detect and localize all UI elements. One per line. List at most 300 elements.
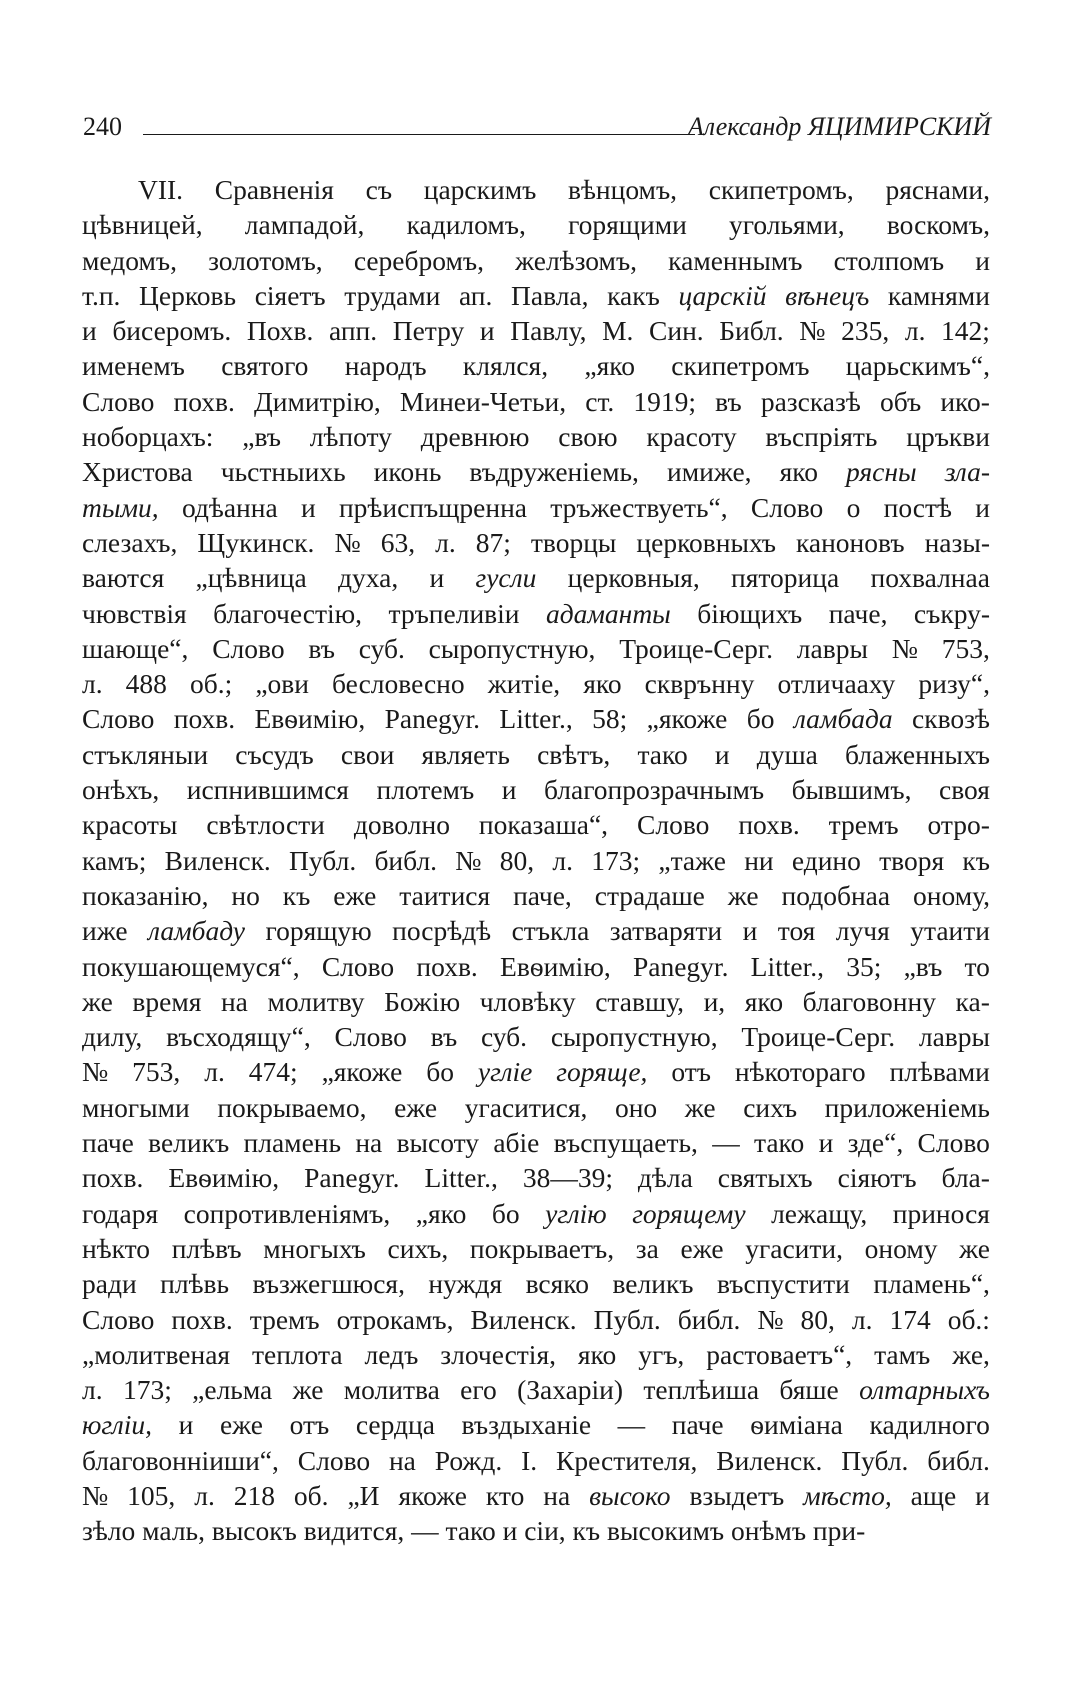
word: вѣнцомъ, [567, 174, 678, 205]
word: же [727, 879, 759, 911]
word: многыми [82, 1091, 190, 1123]
word: народъ [344, 350, 427, 382]
word: бяше [779, 1374, 839, 1406]
word: и [429, 562, 445, 594]
word: яко [577, 1338, 617, 1370]
word: л. [552, 844, 573, 876]
word: л. [194, 1479, 215, 1511]
word: ико- [940, 385, 990, 417]
word: тако [753, 1127, 805, 1159]
word: Евѳимію, [168, 1162, 280, 1194]
word: злочестія, [440, 1338, 556, 1370]
word: оному, [913, 879, 990, 911]
word: въспущаеть, [553, 1127, 698, 1159]
word: разсказѣ [760, 385, 861, 417]
word: 235, [841, 315, 890, 347]
word: Слово [82, 703, 155, 735]
word: гусли [475, 562, 537, 594]
word: теплота [251, 1338, 343, 1370]
word: и [742, 915, 758, 947]
word: плѣвь [160, 1268, 230, 1300]
word: еже [219, 1409, 264, 1441]
word: 753, [132, 1056, 181, 1088]
word: ни [744, 844, 774, 876]
word: время [132, 985, 202, 1017]
word: чловѣку [479, 985, 576, 1017]
word: „ови [255, 668, 309, 700]
word: 1919; [633, 385, 697, 417]
word: — [617, 1409, 646, 1441]
word: тремъ [249, 1303, 320, 1335]
word: ѳиміана [750, 1409, 843, 1441]
word: л. [82, 668, 103, 700]
word: съкру- [913, 597, 990, 629]
word: „яко [415, 1197, 467, 1229]
word: об.: [947, 1303, 990, 1335]
word: VII. [138, 174, 184, 205]
word: цѣвницей, [82, 209, 203, 241]
word: Евѳимію, [254, 703, 366, 735]
word: 218 [233, 1479, 275, 1511]
word: вѣнецъ [785, 279, 870, 311]
word: маль, [142, 1515, 212, 1547]
word: Слово [297, 1444, 371, 1476]
text-line [82, 984, 990, 1019]
word: свѣтлости [206, 809, 325, 841]
word: бла- [941, 1162, 990, 1194]
text-line [82, 666, 990, 701]
word: высоко [589, 1479, 671, 1511]
word: тоя [777, 915, 816, 947]
word: Син. [649, 315, 704, 347]
word: Виленск. [716, 1444, 823, 1476]
word: „якоже [321, 1056, 403, 1088]
word: паче [82, 1127, 134, 1159]
word: сыропустную, [550, 1021, 718, 1053]
word: объ [879, 385, 922, 417]
word: и [975, 1479, 990, 1511]
word: Panegyr. [304, 1162, 400, 1194]
word: Павла, [511, 279, 589, 311]
word: покрываетъ, [469, 1232, 615, 1264]
header-rule [143, 134, 695, 135]
word: шающе“, [82, 632, 189, 664]
word: Panegyr. [632, 950, 729, 982]
word: въсходящу“, [166, 1021, 311, 1053]
word: № [799, 315, 826, 347]
word: утаити [910, 915, 990, 947]
word: отро- [927, 809, 990, 841]
word: Виленск. [164, 844, 271, 876]
word: сіяютъ [837, 1162, 917, 1194]
word: каменнымъ [668, 244, 803, 276]
word: — [712, 1127, 740, 1159]
word: угасити, [745, 1232, 843, 1264]
word: похв. [82, 1162, 144, 1194]
text-line [82, 772, 990, 807]
text-line [82, 1090, 990, 1125]
word: бо [491, 1197, 520, 1229]
word: тръжествуеть“, [550, 491, 728, 523]
word: ка- [955, 985, 990, 1017]
word: л. [851, 1303, 873, 1335]
word: пяторица [731, 562, 840, 594]
word: Божію [384, 985, 461, 1017]
word: горяще, [556, 1056, 648, 1088]
text-line [82, 701, 990, 736]
text-line [82, 949, 990, 984]
word: зѣло [82, 1515, 143, 1547]
word: ламбаду [148, 915, 245, 947]
word: Виленск. [470, 1303, 577, 1335]
word: о [846, 491, 861, 523]
word: ап. [458, 279, 493, 311]
word: скврънну [644, 668, 755, 700]
text-line [82, 1513, 990, 1548]
word: нѣкотораго [734, 1056, 866, 1088]
text-line [82, 278, 990, 313]
text-line [82, 1125, 990, 1160]
word: сопротивленіямъ, [183, 1197, 391, 1229]
word: и [300, 491, 316, 523]
word: и [479, 315, 495, 347]
word: об. [293, 1479, 329, 1511]
word: Litter., [424, 1162, 498, 1194]
word: многыхъ [263, 1232, 366, 1264]
word: Публ. [289, 844, 357, 876]
word: постѣ [883, 491, 952, 523]
word: № [334, 526, 361, 558]
word: „таже [658, 844, 726, 876]
word: прѣиспъщренна [338, 491, 527, 523]
word: церковныхъ [636, 526, 776, 558]
word: же [684, 1091, 716, 1123]
word: въ [308, 632, 335, 664]
word: Крестителя, [556, 1444, 698, 1476]
text-line [82, 807, 990, 842]
word: растоваетъ“, [706, 1338, 853, 1370]
word: скипетромъ [671, 350, 810, 382]
word: адаманты [545, 597, 671, 629]
word: житіе, [487, 668, 561, 700]
word: угаситися, [464, 1091, 588, 1123]
word: ледъ [364, 1338, 419, 1370]
word: ради [82, 1268, 137, 1300]
word: Минеи-Четьи, [399, 385, 567, 417]
word: принося [892, 1197, 990, 1229]
text-line [82, 631, 990, 666]
word: Публ. [841, 1444, 909, 1476]
word: югліи, [82, 1409, 153, 1441]
text-line [82, 348, 990, 383]
word: тыми, [82, 491, 159, 523]
text-line [82, 243, 990, 278]
word: годаря [82, 1197, 159, 1229]
word: якоже [398, 1479, 467, 1511]
word: еже [394, 1091, 438, 1123]
word: сыропустную, [428, 632, 596, 664]
word: имиже, [666, 456, 752, 488]
word: на [355, 1127, 383, 1159]
word: красоты [82, 809, 178, 841]
word: тако [637, 738, 688, 770]
word: угъ, [638, 1338, 685, 1370]
text-line [82, 560, 990, 595]
word: Публ. [593, 1303, 661, 1335]
word: сихъ [743, 1091, 798, 1123]
text-line [82, 1478, 990, 1513]
word: олтарныхъ [859, 1374, 990, 1406]
text-line [82, 1054, 990, 1089]
word: абіе [493, 1127, 540, 1159]
word: 80, [800, 1303, 835, 1335]
word: № [82, 1056, 109, 1088]
word: молитва [343, 1374, 440, 1406]
word: въздыханіе [461, 1409, 592, 1441]
word: серебромъ, [353, 244, 484, 276]
word: свои [340, 738, 395, 770]
word: трудами [344, 279, 441, 311]
word: покушающемуся“, [82, 950, 300, 982]
word: М. [602, 315, 634, 347]
word: и [502, 1515, 525, 1547]
word: всяко [525, 1268, 590, 1300]
word: испнившимся [186, 774, 349, 806]
word: І. [521, 1444, 538, 1476]
word: „молитвеная [82, 1338, 231, 1370]
word: л. [435, 526, 456, 558]
word: бывшимъ, [791, 774, 912, 806]
word: ламбада [793, 703, 893, 735]
word: Слово [917, 1127, 990, 1159]
word: „ельма [192, 1374, 273, 1406]
word: т.п. [82, 279, 121, 311]
word: пламень“, [873, 1268, 990, 1300]
word: духа, [337, 562, 399, 594]
word: 753, [941, 632, 990, 664]
word: приложеніемь [824, 1091, 990, 1123]
word: и, [703, 985, 726, 1017]
word: иконь [373, 456, 442, 488]
word: чювствія [82, 597, 187, 629]
word: и [501, 774, 517, 806]
word: зде“, [847, 1127, 904, 1159]
word: 87; [475, 526, 511, 558]
word: высоту [396, 1127, 480, 1159]
word: сердца [355, 1409, 435, 1441]
word: его [460, 1374, 497, 1406]
word: царскимъ [423, 174, 537, 205]
word: Panegyr. [384, 703, 481, 735]
word: суб. [358, 632, 405, 664]
word: древнюю [420, 421, 530, 453]
text-line [82, 384, 990, 419]
word: Троице-Серг. [619, 632, 773, 664]
word: къ [962, 844, 990, 876]
word: покрываемо, [217, 1091, 367, 1123]
word: и [818, 1127, 834, 1159]
word: похв. [171, 1303, 233, 1335]
word: но [231, 879, 260, 911]
word: похвалнаа [870, 562, 990, 594]
word: слезахъ, [82, 526, 178, 558]
word: аще [910, 1479, 957, 1511]
word: еже [680, 1232, 724, 1264]
word: назы- [924, 526, 990, 558]
word: ризу“, [918, 668, 990, 700]
word: на [543, 1479, 571, 1511]
word: царьскимъ“, [845, 350, 990, 382]
word: бисеромъ. [112, 315, 232, 347]
word: Евѳимію, [500, 950, 611, 982]
word: золотомъ, [208, 244, 323, 276]
word: горящую [265, 915, 372, 947]
word: страдаше [594, 879, 705, 911]
word: же, [952, 1338, 990, 1370]
word: и [82, 315, 97, 347]
word: и [975, 244, 990, 276]
word: воскомъ, [886, 209, 990, 241]
word: сіяетъ [254, 279, 326, 311]
word: лавры [796, 632, 868, 664]
word: бо [746, 703, 775, 735]
word: бо [426, 1056, 454, 1088]
word: 173; [122, 1374, 172, 1406]
word: Слово [82, 1303, 155, 1335]
word: клялся, [462, 350, 549, 382]
word: и [178, 1409, 194, 1441]
word: лежащу, [771, 1197, 868, 1229]
word: възжегшюся, [252, 1268, 405, 1300]
word: являеть [421, 738, 510, 770]
word: царскій [678, 279, 767, 311]
word: теплѣиша [643, 1374, 760, 1406]
text-line [82, 1266, 990, 1301]
text-line [82, 172, 990, 207]
page-number: 240 [83, 112, 122, 141]
word: къ [282, 879, 311, 911]
word: Петру [392, 315, 465, 347]
word: къ [572, 1515, 608, 1547]
word: желѣзомъ, [515, 244, 638, 276]
text-line [82, 596, 990, 631]
word: красоту [646, 421, 737, 453]
word: въдруженіемь, [469, 456, 639, 488]
word: 38—39; [522, 1162, 613, 1194]
text-line [82, 1443, 990, 1478]
word: онѣмъ [731, 1515, 813, 1547]
word: то [964, 950, 990, 982]
word: нуждя [428, 1268, 503, 1300]
text-line [82, 1196, 990, 1231]
word: лавры [918, 1021, 990, 1053]
word: Сравненія [214, 174, 334, 205]
word: плотемъ [376, 774, 475, 806]
word: 80, [499, 844, 535, 876]
word: кто [485, 1479, 525, 1511]
word: № [455, 844, 482, 876]
word: ставшу, [595, 985, 685, 1017]
word: Litter., [499, 703, 573, 735]
word: едино [791, 844, 861, 876]
word: въ [715, 385, 742, 417]
word: тръпеливіи [388, 597, 520, 629]
word: же [959, 1232, 990, 1264]
word: зла- [944, 456, 990, 488]
word: „цѣвница [195, 562, 307, 594]
word: Слово [334, 1021, 407, 1053]
word: оно [614, 1091, 658, 1123]
word: дилу, [82, 1021, 143, 1053]
word: плѣвъ [171, 1232, 242, 1264]
word: съсудъ [235, 738, 314, 770]
body-text [82, 172, 990, 1549]
text-line [82, 1160, 990, 1195]
word: таитися [399, 879, 491, 911]
word: паче [671, 1409, 724, 1441]
word: горящему [632, 1197, 746, 1229]
word: горящими [568, 209, 687, 241]
word: же [82, 985, 113, 1017]
word: благопрозрачнымъ [543, 774, 765, 806]
word: „И [347, 1479, 380, 1511]
word: скипетромъ, [708, 174, 854, 205]
word: душа [756, 738, 818, 770]
word: затваряти [609, 915, 723, 947]
word: 474; [248, 1056, 298, 1088]
word: библ. [677, 1303, 741, 1335]
word: своя [939, 774, 990, 806]
word: же [292, 1374, 324, 1406]
text-line [82, 913, 990, 948]
running-head: Александр ЯЦИМИРСКИЙ [687, 112, 991, 141]
word: ноборцахъ: [82, 421, 214, 453]
word: Litter., [750, 950, 824, 982]
word: посрѣдѣ [392, 915, 492, 947]
text-line [82, 878, 990, 913]
page-header [83, 107, 991, 147]
word: Слово [82, 385, 155, 417]
text-line [82, 737, 990, 772]
word: цръкви [906, 421, 990, 453]
word: похв. [173, 385, 235, 417]
word: благовонніиши“, [82, 1444, 279, 1476]
word: лампадой, [244, 209, 365, 241]
word: святого [221, 350, 309, 382]
word: какъ [607, 279, 660, 311]
word: Христова [82, 456, 193, 488]
word: каноновъ [795, 526, 905, 558]
word: 488 [125, 668, 167, 700]
word: высокъ [211, 1515, 304, 1547]
word: угольями, [729, 209, 845, 241]
word: углію [545, 1197, 607, 1229]
word: дѣла [637, 1162, 693, 1194]
word: видится, [303, 1515, 412, 1547]
word: рясны [846, 456, 917, 488]
word: Слово [212, 632, 285, 664]
word: біющихъ [697, 597, 803, 629]
word: именемъ [82, 350, 185, 382]
word: — [411, 1515, 446, 1547]
word: плѣвами [889, 1056, 990, 1088]
word: камъ; [82, 844, 147, 876]
word: церковныя, [567, 562, 700, 594]
word: стъкляныи [82, 738, 209, 770]
word: Димитрію, [254, 385, 381, 417]
word: Церковь [139, 279, 237, 311]
word: стъкла [511, 915, 590, 947]
